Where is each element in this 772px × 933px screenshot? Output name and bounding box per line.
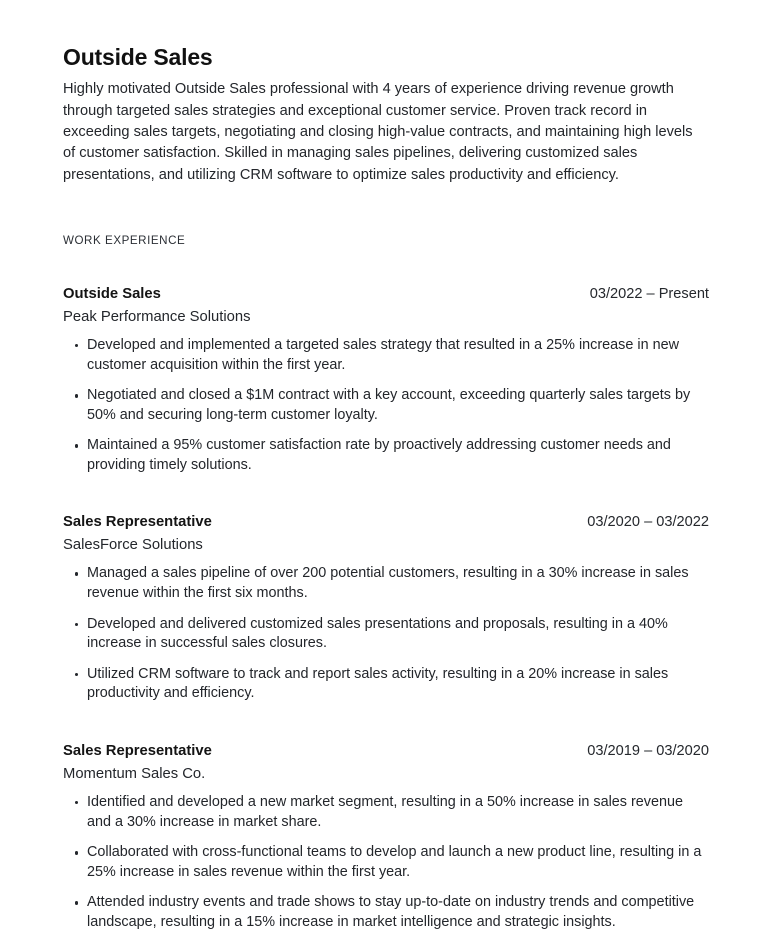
list-item: Identified and developed a new market segment, resulting in a 50% increase in sales revenue and a 30% increase in market share. bbox=[63, 793, 709, 832]
job-title: Sales Representative bbox=[63, 743, 212, 760]
list-item: Developed and implemented a targeted sales strategy that resulted in a 25% increase in new customer acquisition within the first year. bbox=[63, 336, 709, 375]
job-bullet-list bbox=[63, 793, 709, 933]
job-dates: 03/2022 – Present bbox=[589, 285, 709, 302]
job-dates: 03/2020 – 03/2022 bbox=[587, 514, 709, 531]
resume-content bbox=[63, 44, 709, 933]
job-company: Peak Performance Solutions bbox=[63, 308, 251, 325]
job-company: Momentum Sales Co. bbox=[63, 766, 206, 783]
job-title: Sales Representative bbox=[63, 514, 212, 531]
job-company: SalesForce Solutions bbox=[63, 537, 203, 554]
work-experience-entry bbox=[63, 513, 709, 704]
work-experience-entry bbox=[63, 742, 709, 933]
job-title: Outside Sales bbox=[63, 285, 161, 302]
job-bullet-list bbox=[63, 336, 709, 476]
list-item: Negotiated and closed a $1M contract with a key account, exceeding quarterly sales targets by 50% and securing long-term customer loyalty. bbox=[63, 386, 709, 425]
job-header bbox=[63, 513, 709, 532]
list-item: Developed and delivered customized sales presentations and proposals, resulting in a 40% increase in successful sales closures. bbox=[63, 615, 709, 654]
job-dates: 03/2019 – 03/2020 bbox=[587, 743, 709, 760]
work-experience-entry bbox=[63, 285, 709, 476]
list-item: Maintained a 95% customer satisfaction rate by proactively addressing customer needs and providing timely solutions. bbox=[63, 436, 709, 475]
list-item: Utilized CRM software to track and report sales activity, resulting in a 20% increase in sales productivity and efficiency. bbox=[63, 665, 709, 704]
professional-summary: Highly motivated Outside Sales professional with 4 years of experience driving revenue growth through targeted sales strategies and exceptional customer service. Proven track record in exceeding sales targets, negotiating and closing high-value contracts, and maintaining high levels of customer satisfaction. Skilled in managing sales pipelines, delivering customized sales presentations, and utilizing CRM software to optimize sales productivity and efficiency. bbox=[63, 81, 693, 183]
job-header bbox=[63, 742, 709, 761]
list-item: Managed a sales pipeline of over 200 potential customers, resulting in a 30% increase in sales revenue within the first six months. bbox=[63, 564, 709, 603]
job-bullet-list bbox=[63, 564, 709, 704]
section-heading-work-experience: WORK EXPERIENCE bbox=[63, 233, 186, 247]
job-header bbox=[63, 285, 709, 304]
list-item: Collaborated with cross-functional teams to develop and launch a new product line, resulting in a 25% increase in sales revenue within the first year. bbox=[63, 843, 709, 882]
list-item: Attended industry events and trade shows to stay up-to-date on industry trends and competitive landscape, resulting in a 15% increase in market intelligence and strategic insights. bbox=[63, 893, 709, 932]
page-title: Outside Sales bbox=[63, 44, 213, 70]
